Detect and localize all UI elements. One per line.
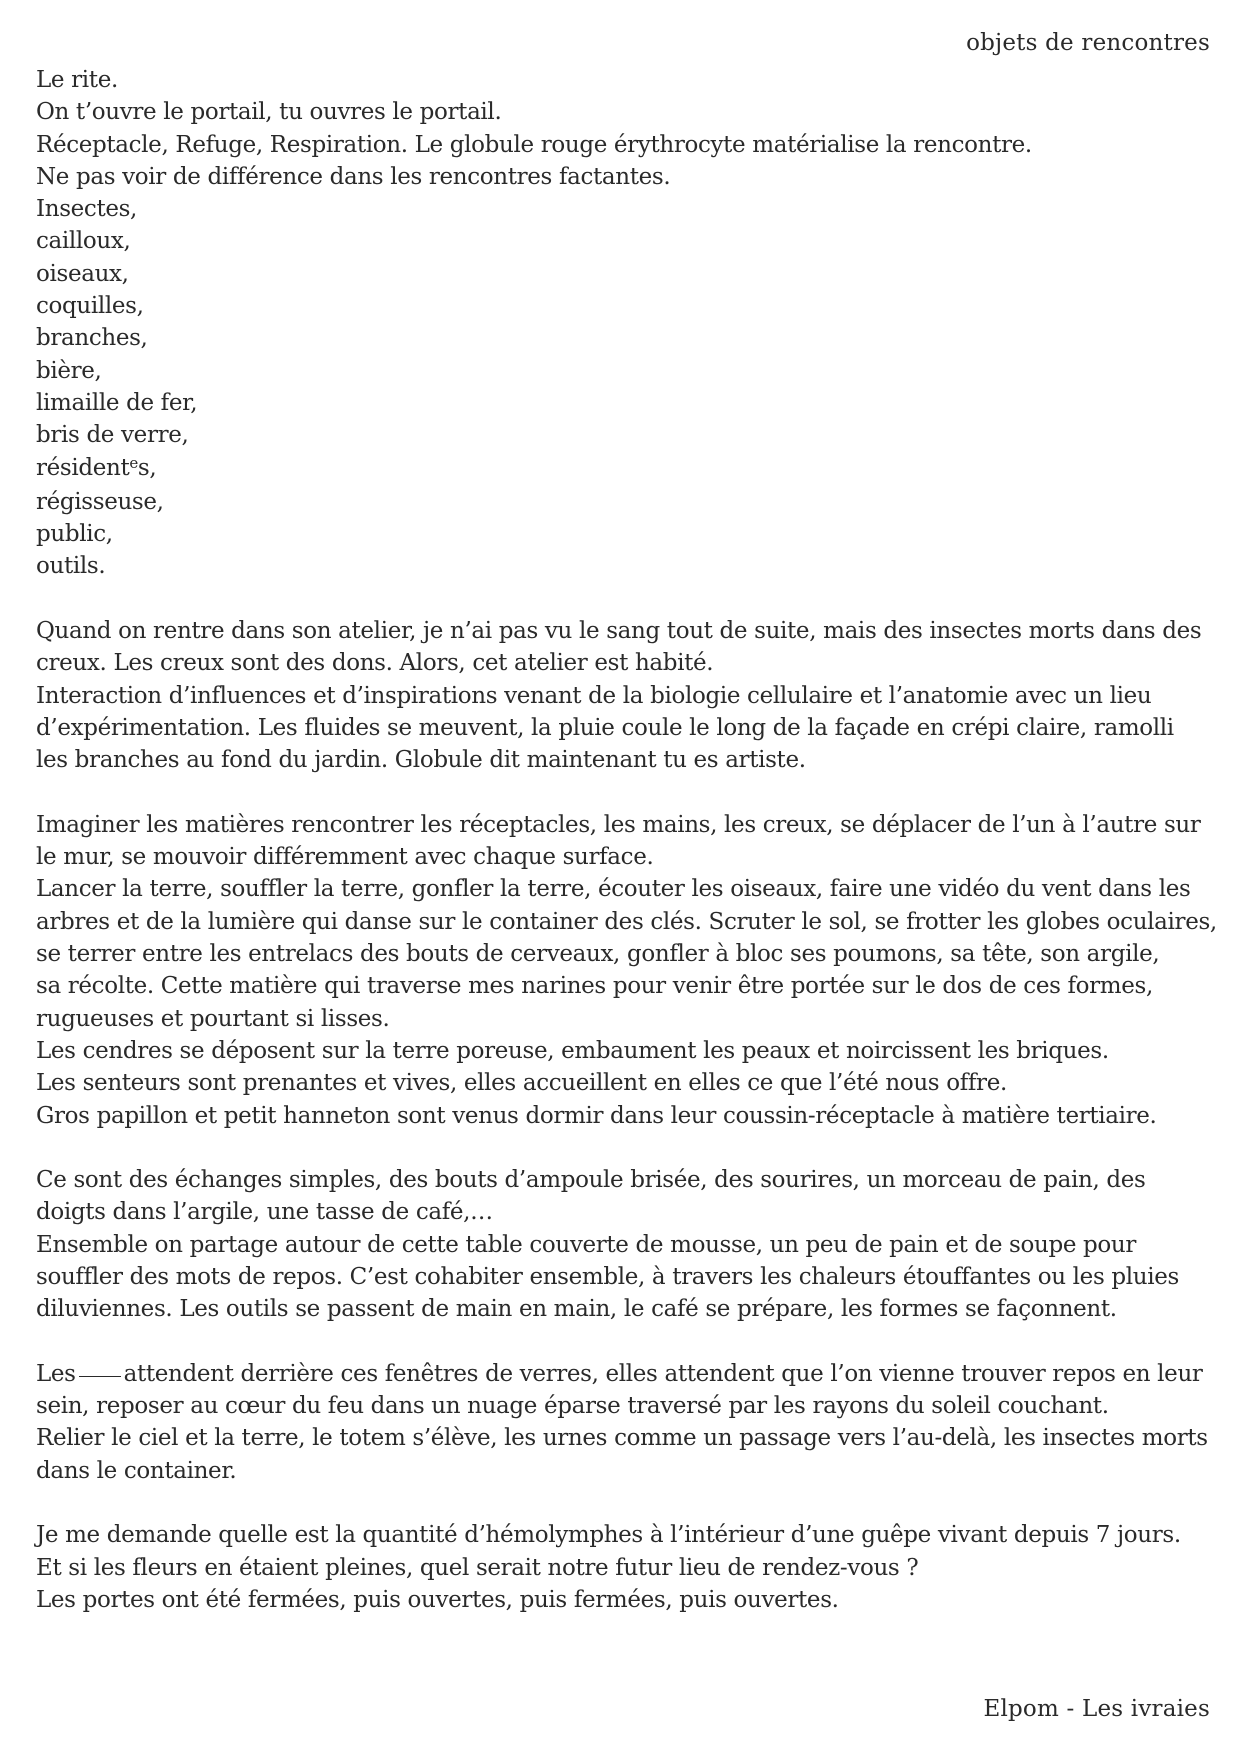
text-line: les branches au fond du jardin. Globule dit maintenant tu es artiste. bbox=[36, 747, 806, 774]
text-line: d’expérimentation. Les fluides se meuvent, la pluie coule le long de la façade en crépi claire, ramolli bbox=[36, 714, 1174, 741]
text-line: Imaginer les matières rencontrer les réceptacles, les mains, les creux, se déplacer de l’un à l’autre sur bbox=[36, 811, 1201, 838]
page-header-title: objets de rencontres bbox=[966, 30, 1210, 56]
text-line: rugueuses et pourtant si lisses. bbox=[36, 1005, 390, 1032]
les-word: Les bbox=[36, 1360, 76, 1387]
text-line: Relier le ciel et la terre, le totem s’élève, les urnes comme un passage vers l’au-delà, les insectes morts bbox=[36, 1425, 1208, 1452]
text-line-with-blank bbox=[36, 1358, 1208, 1390]
residentes-stem: résident bbox=[36, 454, 130, 481]
text-line: Ce sont des échanges simples, des bouts d’ampoule brisée, des sourires, un morceau de pain, des bbox=[36, 1167, 1146, 1194]
list-item: cailloux, bbox=[36, 228, 131, 255]
text-line: le mur, se mouvoir différemment avec chaque surface. bbox=[36, 844, 654, 871]
text-line: Lancer la terre, souffler la terre, gonfler la terre, écouter les oiseaux, faire une vidéo du vent dans les bbox=[36, 876, 1191, 903]
text-line: Les senteurs sont prenantes et vives, elles accueillent en elles ce que l’été nous offre. bbox=[36, 1070, 1007, 1097]
list-item: limaille de fer, bbox=[36, 389, 198, 416]
text-line: dans le container. bbox=[36, 1457, 237, 1484]
text-line: Les portes ont été fermées, puis ouvertes, puis fermées, puis ouvertes. bbox=[36, 1586, 839, 1613]
list-item: outils. bbox=[36, 553, 106, 580]
paragraph-gap bbox=[36, 1326, 1208, 1358]
list-item: coquilles, bbox=[36, 293, 144, 320]
residentes-superscript: e bbox=[129, 453, 138, 472]
text-line: Réceptacle, Refuge, Respiration. Le globule rouge érythrocyte matérialise la rencontre. bbox=[36, 131, 1032, 158]
text-line: souffler des mots de repos. C’est cohabiter ensemble, à travers les chaleurs étouffantes ou les pluies bbox=[36, 1263, 1179, 1290]
text-line: Ensemble on partage autour de cette table couverte de mousse, un peu de pain et de soupe pour bbox=[36, 1231, 1137, 1258]
page-footer-credit: Elpom - Les ivraies bbox=[983, 1696, 1210, 1722]
list-item: public, bbox=[36, 521, 113, 548]
list-item: régisseuse, bbox=[36, 488, 164, 515]
text-body bbox=[36, 64, 1217, 1616]
text-line: creux. Les creux sont des dons. Alors, cet atelier est habité. bbox=[36, 650, 714, 677]
list-item-residentes bbox=[36, 452, 1208, 486]
text-line: sa récolte. Cette matière qui traverse mes narines pour venir être portée sur le dos de ces formes, bbox=[36, 973, 1153, 1000]
text-line: arbres et de la lumière qui danse sur le container des clés. Scruter le sol, se frotter les globes oculaires, bbox=[36, 908, 1217, 935]
text-line: Ne pas voir de différence dans les rencontres factantes. bbox=[36, 163, 671, 190]
text-line: Interaction d’influences et d’inspirations venant de la biologie cellulaire et l’anatomie avec un lieu bbox=[36, 682, 1152, 709]
list-item: bière, bbox=[36, 357, 102, 384]
text-line: Et si les fleurs en étaient pleines, quel serait notre futur lieu de rendez-vous ? bbox=[36, 1554, 919, 1581]
text-line: Je me demande quelle est la quantité d’hémolymphes à l’intérieur d’une guêpe vivant depuis 7 jours. bbox=[36, 1522, 1181, 1549]
text-line: doigts dans l’argile, une tasse de café,… bbox=[36, 1199, 493, 1226]
list-item: branches, bbox=[36, 325, 148, 352]
text-line: diluviennes. Les outils se passent de main en main, le café se prépare, les formes se façonnent. bbox=[36, 1296, 1117, 1323]
paragraph-gap bbox=[36, 777, 1208, 809]
paragraph-gap bbox=[36, 583, 1208, 615]
text-line: Gros papillon et petit hanneton sont venus dormir dans leur coussin-réceptacle à matière tertiaire. bbox=[36, 1102, 1157, 1129]
text-line: Quand on rentre dans son atelier, je n’ai pas vu le sang tout de suite, mais des insectes morts dans des bbox=[36, 618, 1202, 645]
text-line: sein, reposer au cœur du feu dans un nuage éparse traversé par les rayons du soleil couchant. bbox=[36, 1393, 1109, 1420]
text-line: Les cendres se déposent sur la terre poreuse, embaument les peaux et noircissent les briques. bbox=[36, 1037, 1109, 1064]
text-line: On t’ouvre le portail, tu ouvres le portail. bbox=[36, 99, 502, 126]
blank-underline bbox=[79, 1376, 121, 1377]
paragraph-gap bbox=[36, 1132, 1208, 1164]
paragraph-gap bbox=[36, 1487, 1208, 1519]
les-tail: attendent derrière ces fenêtres de verres, elles attendent que l’on vienne trouver repos en leur bbox=[123, 1360, 1203, 1387]
list-item: Insectes, bbox=[36, 196, 138, 223]
residentes-tail: s, bbox=[137, 454, 157, 481]
text-line: Le rite. bbox=[36, 67, 118, 93]
list-item: bris de verre, bbox=[36, 422, 189, 449]
list-item: oiseaux, bbox=[36, 260, 129, 287]
text-line: se terrer entre les entrelacs des bouts de cerveaux, gonfler à bloc ses poumons, sa tête, son argile, bbox=[36, 941, 1160, 968]
